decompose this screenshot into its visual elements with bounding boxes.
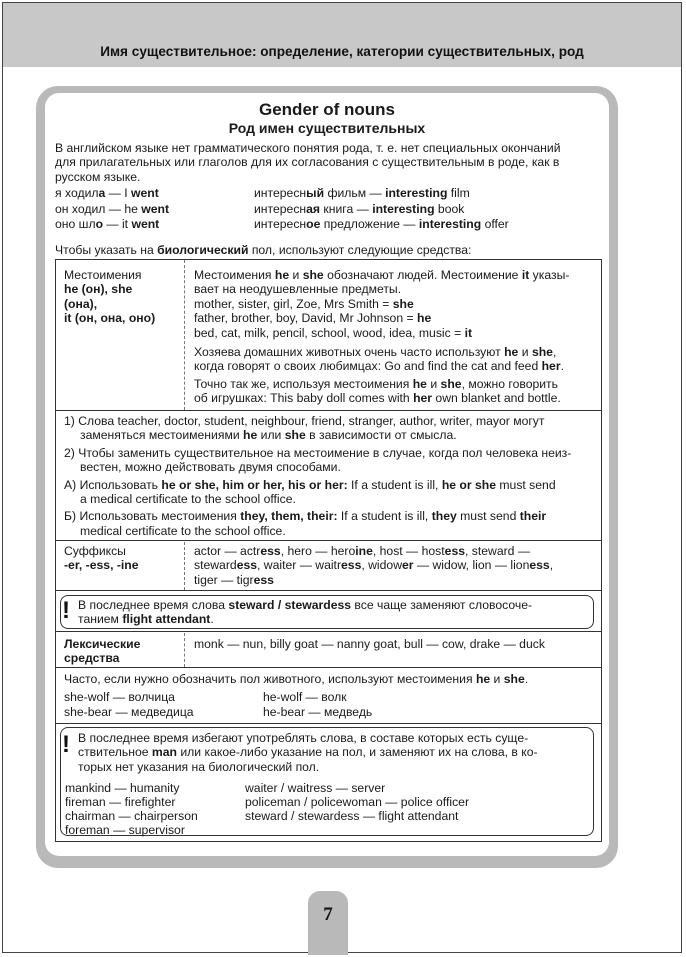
- exclamation-icon: !: [62, 731, 70, 758]
- means-lead-text: Чтобы указать на биологический пол, используют следующие средства:: [55, 243, 472, 257]
- table-divider: [56, 590, 601, 591]
- table-divider: [56, 631, 601, 632]
- table-divider: [56, 723, 601, 724]
- lexical-label: Лексические средства: [64, 637, 141, 666]
- chapter-title: Имя существительное: определение, категории существительных, род: [100, 44, 584, 59]
- replacement-row: foreman — supervisor: [65, 823, 185, 837]
- animal-pair-row: she-wolf — волчица he-wolf — волк: [64, 690, 347, 704]
- pronouns-paragraph-2: Хозяева домашних животных очень часто используют he и she, когда говорят о своих любимцах: Go and find the cat and feed her.: [194, 345, 564, 374]
- table-divider: [56, 410, 601, 411]
- intro-text: В английском языке нет грамматического понятия рода, т. е. нет специальных окончаний для прилагательных или глаголов для их согласования с существительным в роде, как в русском языке.: [55, 141, 561, 184]
- pronouns-paragraph-3: Точно так же, используя местоимения he и she, можно говорить об игрушках: This baby doll comes with her own blanket and bottle.: [194, 377, 561, 406]
- pronoun-rules: 1) Слова teacher, doctor, student, neighbour, friend, stranger, author, writer, mayor могут заменяться местоимениями he или she в зависимости от смысла. 2) Чтобы заменить существительное на местоимение в случае, когда пол человека неиз- вестен, можно действовать двумя способами. А) Использовать he or she, him or her, his or her: If a student is ill, he or she must send a medical certificate to the school office. Б) Использовать местоимения they, them, their: If a student is ill, they must send their medical certificate to the school office.: [64, 414, 572, 538]
- page-number: 7: [323, 904, 333, 925]
- table-divider: [56, 667, 601, 668]
- attention-note-steward: ! В последнее время слова steward / stewardess все чаще заменяют словосоче- танием flight attendant.: [60, 595, 594, 629]
- suffixes-label: Суффиксы -er, -ess, -ine: [64, 544, 139, 573]
- column-divider: [184, 260, 185, 410]
- replacement-row: fireman — firefighter policeman / policewoman — police officer: [65, 795, 469, 809]
- column-divider: [184, 633, 185, 667]
- pronouns-label: Местоимения he (он), she (она), it (он, она, оно): [64, 268, 156, 326]
- section-title-en: Gender of nouns: [259, 100, 395, 119]
- example-row: он ходил — he went интересная книга — interesting book: [55, 202, 465, 216]
- attention-note-neutral: ! В последнее время избегают употреблять слова, в составе которых есть суще- ствительное man или какое-либо указание на пол, и заменяют их на слова, в ко- торых нет указания на биологический пол. mankind — humanity waiter / waitress — server fireman — firefighter policeman / policewoman — police officer chairman — chairperson steward / stewardess — flight attendant foreman — supervisor: [60, 727, 594, 836]
- chapter-header: [3, 3, 681, 67]
- column-divider: [184, 542, 185, 590]
- replacement-row: chairman — chairperson steward / stewardess — flight attendant: [65, 809, 459, 823]
- animal-pair-row: she-bear — медведица he-bear — медведь: [64, 705, 373, 719]
- replacement-row: mankind — humanity waiter / waitress — server: [65, 781, 386, 795]
- example-row: я ходила — I went интересный фильм — interesting film: [55, 186, 470, 200]
- suffixes-examples: actor — actress, hero — heroine, host — hostess, steward — stewardess, waiter — waitress, widower — widow, lion — lioness, tiger — tigress: [194, 544, 554, 587]
- exclamation-icon: !: [62, 597, 70, 624]
- means-table: [55, 259, 602, 842]
- table-divider: [56, 540, 601, 541]
- animal-gender-text: Часто, если нужно обозначить пол животного, используют местоимения he и she.: [64, 672, 529, 686]
- section-title-ru: Род имен существительных: [228, 120, 426, 136]
- pronouns-paragraph-1: Местоимения he и she обозначают людей. Местоимение it указы- вает на неодушевленные предметы. mother, sister, girl, Zoe, Mrs Smith = she father, brother, boy, David, Mr Johnson = he bed, cat, milk, pencil, school, wood, idea, music = it: [194, 268, 570, 340]
- lexical-examples: monk — nun, billy goat — nanny goat, bull — cow, drake — duck: [194, 637, 545, 651]
- example-row: оно шло — it went интересное предложение — interesting offer: [55, 217, 509, 231]
